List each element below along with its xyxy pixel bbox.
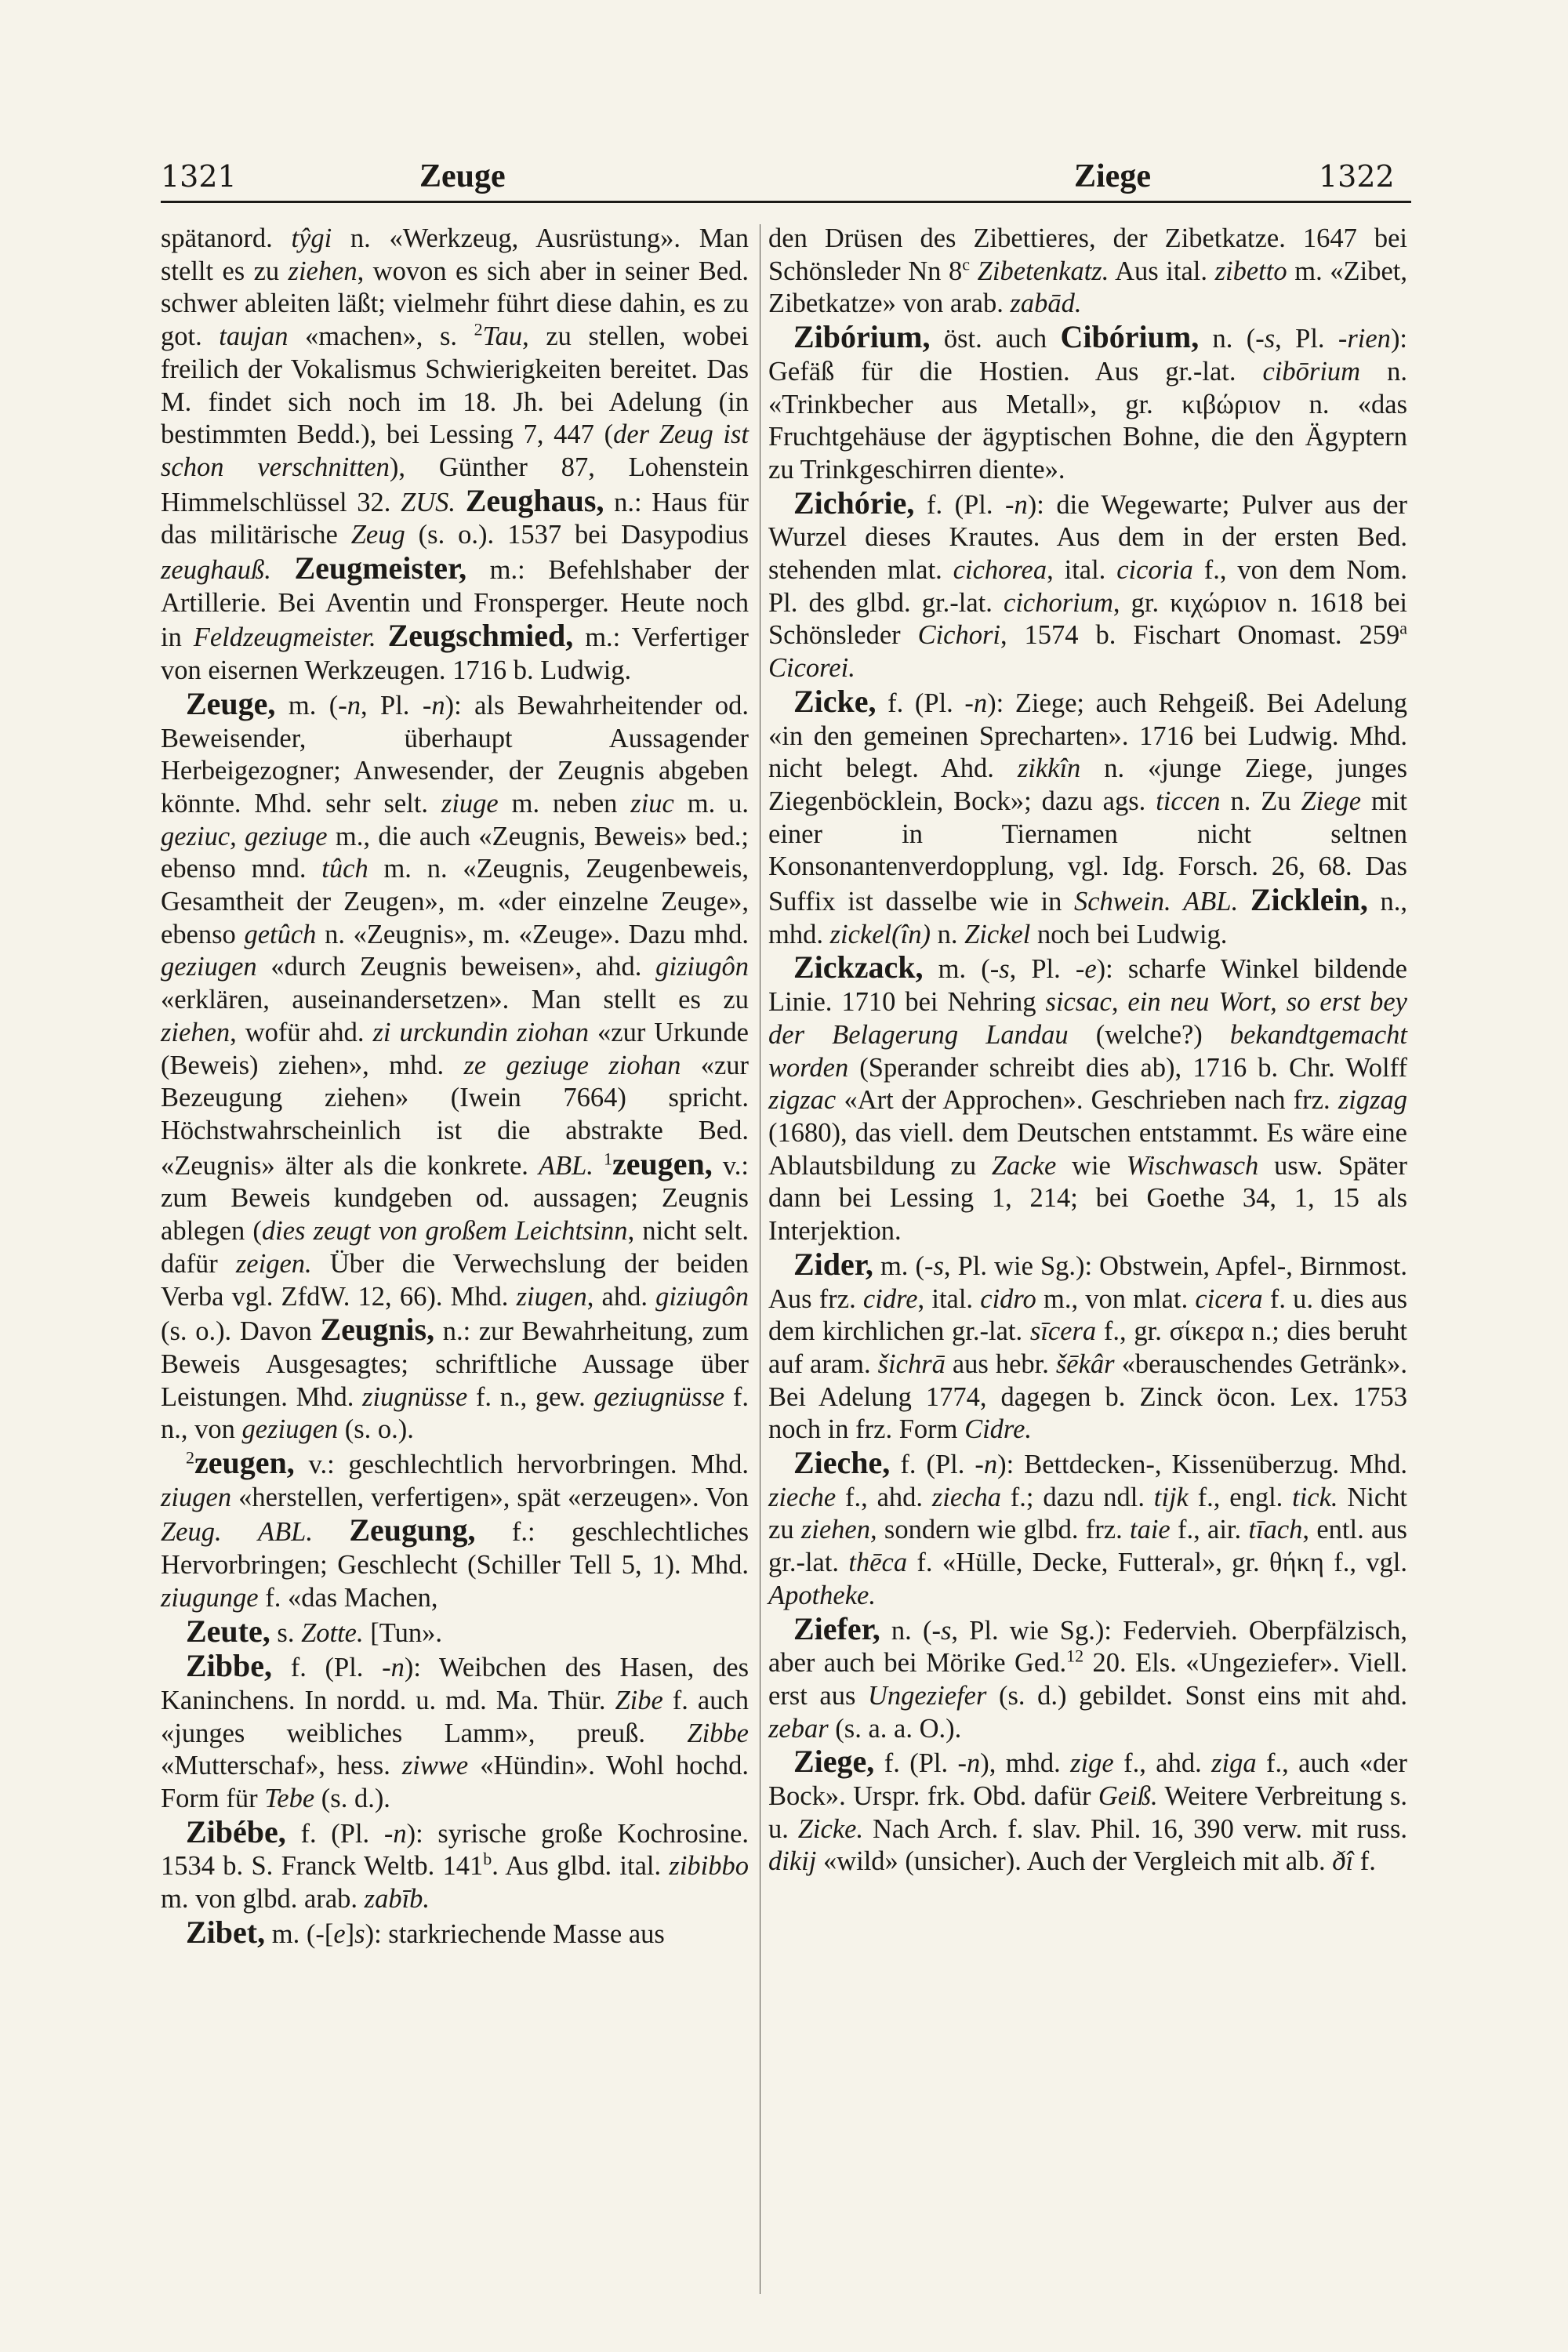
- entry-headword: Zeugnis,: [320, 1312, 435, 1348]
- entry-text: «durch Zeugnis beweisen», ahd.: [256, 952, 656, 982]
- entry-text: , ital.: [917, 1283, 981, 1314]
- italic-term: geziugnüsse: [593, 1381, 725, 1412]
- italic-term: ziugen: [516, 1281, 587, 1312]
- entry-headword: Zieche,: [793, 1445, 891, 1481]
- entry-text: noch bei Ludwig.: [1030, 919, 1228, 949]
- entry-text: n. «Trinkbecher aus Metall», gr. κιβώριον n. «das Fruchtgehäuse der ägyptischen Bohne, die den Ägyptern zu Trinkgeschirren diente».: [768, 356, 1407, 485]
- entry-text: [1171, 887, 1184, 916]
- entry-text: f. (Pl. -: [876, 688, 974, 718]
- entry-text: «Mutterschaf», hess.: [161, 1751, 402, 1781]
- entry-text: spätanord.: [161, 223, 292, 253]
- italic-term: zibetto: [1214, 256, 1287, 286]
- entry-text: [1238, 887, 1250, 916]
- italic-term: Cidre.: [964, 1414, 1033, 1445]
- italic-term: zibibbo: [669, 1851, 749, 1882]
- italic-term: ABL.: [1183, 887, 1239, 917]
- entry-text: n. «Zeugnis», m. «Zeuge». Dazu mhd.: [316, 919, 749, 949]
- entry-headword: Zicke,: [793, 683, 877, 719]
- italic-term: Tau: [482, 321, 523, 352]
- entry-text: ): die Wegewarte; Pulver aus der Wurzel dieses Krautes. Aus dem in der ersten Bed. stehenden mlat.: [768, 489, 1407, 586]
- entry-text: f. u. dies aus dem kirchlichen gr.-lat.: [768, 1283, 1407, 1347]
- left-running-head: Zeuge: [419, 158, 506, 194]
- italic-term: s: [999, 954, 1010, 985]
- dictionary-entry: [161, 1615, 749, 1650]
- entry-text: (s. o.).: [338, 1414, 414, 1445]
- dictionary-entry: [161, 1650, 749, 1816]
- entry-text: , gr. κιχώριον n. 1618 bei Schönsleder: [768, 587, 1408, 651]
- entry-text: m. (-: [275, 690, 347, 720]
- entry-text: öst. auch: [930, 324, 1061, 354]
- entry-text: wie: [1056, 1150, 1127, 1181]
- entry-text: Nicht zu: [768, 1482, 1407, 1545]
- dictionary-entry: [768, 321, 1407, 487]
- entry-text: Nach Arch. f. slav. Phil. 16, 390 verw. mit russ.: [863, 1813, 1408, 1844]
- italic-term: Zickel: [964, 919, 1031, 949]
- italic-term: bekandtgemacht worden: [768, 1019, 1407, 1083]
- italic-term: tick.: [1292, 1482, 1338, 1512]
- entry-text: n.: zur Bewahrheitung, zum Beweis Ausgesagtes; schriftliche Aussage über Leistungen. Mhd.: [161, 1316, 749, 1412]
- entry-headword: Ziefer,: [793, 1610, 880, 1646]
- entry-text: , Pl. -: [360, 690, 432, 720]
- page-header: [161, 157, 1411, 201]
- entry-headword: Zider,: [793, 1246, 873, 1282]
- italic-term: rien: [1347, 324, 1391, 354]
- superscript: b: [483, 1849, 492, 1869]
- italic-term: e: [1084, 954, 1097, 985]
- entry-text: , Pl. -: [1009, 954, 1085, 985]
- entry-text: m.: Verfertiger von eisernen Werkzeugen. 1716 b. Ludwig.: [161, 622, 749, 686]
- italic-term: tŷgi: [291, 223, 332, 253]
- right-column: [768, 223, 1407, 1878]
- italic-term: Apotheke.: [768, 1580, 876, 1610]
- entry-text: , Pl. -: [1275, 324, 1348, 354]
- entry-headword: Zeugmeister,: [294, 550, 467, 586]
- entry-text: f. n., gew.: [467, 1381, 594, 1412]
- entry-text: (1680), das viell. dem Deutschen entstammt. Es wäre eine Ablautsbildung zu: [768, 1117, 1407, 1181]
- italic-term: zigzag: [1338, 1085, 1407, 1116]
- italic-term: cichorea: [953, 555, 1047, 586]
- entry-headword: Zeughaus,: [465, 482, 604, 518]
- entry-text: (s. d.).: [314, 1784, 390, 1814]
- dictionary-entry: [768, 1446, 1407, 1613]
- italic-term: ABL.: [538, 1150, 593, 1181]
- entry-text: ), Günther 87, Lohenstein Himmelschlüssel 32.: [161, 452, 749, 517]
- entry-text: m. neben: [498, 788, 631, 818]
- entry-text: [271, 555, 295, 585]
- entry-text: ): als Bewahrheitender od. Beweisender, überhaupt Aussagender Herbeigezogner; Anwesender, der Zeugnis abgeben könnte. Mhd. sehr selt.: [161, 690, 749, 818]
- entry-text: «Hündin». Wohl hochd. Form für: [161, 1751, 749, 1814]
- dictionary-entry: [768, 487, 1407, 685]
- italic-term: ABL.: [258, 1517, 313, 1548]
- italic-term: Feldzeugmeister.: [193, 622, 376, 653]
- entry-text: f.; dazu ndl.: [1000, 1482, 1154, 1512]
- superscript: 2: [186, 1447, 194, 1468]
- entry-text: m. u.: [673, 788, 749, 818]
- entry-text: (s. a. a. O.).: [828, 1713, 962, 1744]
- entry-text: , Pl. wie Sg.): Obstwein, Apfel-, Birnmost. Aus frz.: [768, 1250, 1407, 1314]
- right-running-head: Ziege: [1074, 158, 1151, 194]
- italic-term: šichrā: [877, 1348, 946, 1379]
- italic-term: ziuge: [441, 788, 499, 818]
- entry-text: f. «das Machen,: [258, 1582, 438, 1613]
- entry-text: , wofür ahd.: [230, 1017, 373, 1047]
- italic-term: cidre: [862, 1283, 918, 1314]
- italic-term: tīach: [1248, 1515, 1303, 1545]
- entry-text: v.: zum Beweis kundgeben od. aussagen; Zeugnis ablegen (: [161, 1150, 749, 1247]
- italic-term: ticcen: [1156, 786, 1221, 816]
- italic-term: cibōrium: [1262, 356, 1361, 387]
- entry-text: , ahd.: [586, 1281, 656, 1312]
- italic-term: Zibetenkatz.: [977, 256, 1109, 286]
- italic-term: Wischwasch: [1126, 1150, 1259, 1181]
- entry-text: ): Ziege; auch Rehgeiß. Bei Adelung «in den gemeinen Sprecharten». 1716 bei Ludwig. Mhd. nicht belegt. Ahd.: [768, 688, 1407, 784]
- entry-text: ): Bettdecken-, Kissenüberzug. Mhd.: [997, 1450, 1407, 1480]
- italic-term: n: [431, 690, 445, 720]
- entry-text: m. (-: [873, 1250, 934, 1281]
- entry-headword: Cibórium,: [1060, 319, 1200, 355]
- entry-text: m.: Befehlshaber der Artillerie. Bei Aventin und Fronsperger. Heute noch in: [161, 555, 749, 653]
- dictionary-entry: [768, 223, 1407, 321]
- entry-text: «wild» (unsicher). Auch der Vergleich mit alb.: [816, 1846, 1333, 1877]
- italic-term: getûch: [244, 919, 317, 949]
- entry-text: f. (Pl. -: [285, 1818, 394, 1849]
- italic-term: n: [983, 1450, 998, 1480]
- entry-text: f. auch «junges weibliches Lamm», preuß.: [161, 1685, 750, 1748]
- entry-text: «Art der Approchen». Geschrieben nach frz.: [836, 1085, 1338, 1116]
- italic-term: ZUS.: [401, 487, 456, 517]
- italic-term: s: [940, 1615, 952, 1646]
- entry-text: [Tun».: [363, 1617, 442, 1648]
- entry-text: f.: [1353, 1846, 1376, 1877]
- entry-text: m. (-: [923, 954, 1000, 985]
- entry-text: f., von dem Nom. Pl. des glbd. gr.-lat.: [768, 555, 1407, 618]
- entry-text: Über die Verwechslung der beiden Verba vgl. ZfdW. 12, 66). Mhd.: [161, 1248, 749, 1312]
- entry-text: «zur Bezeugung ziehen» (Iwein 7664) spricht. Höchstwahrscheinlich ist die abstrakte Bed. «Zeugnis» älter als die konkrete.: [161, 1050, 750, 1181]
- entry-headword: Zeugschmied,: [387, 618, 574, 654]
- entry-text: , ital.: [1047, 555, 1117, 586]
- entry-text: ): Weibchen des Hasen, des Kaninchens. In nordd. u. md. Ma. Thür.: [161, 1653, 749, 1715]
- entry-headword: Zeuge,: [186, 685, 276, 721]
- right-page-number: 1322: [1319, 159, 1395, 194]
- italic-term: Zibbe: [687, 1718, 749, 1748]
- superscript: 2: [474, 319, 483, 339]
- italic-term: taie: [1129, 1515, 1171, 1545]
- dictionary-entry: [768, 951, 1407, 1247]
- entry-headword: Zeugung,: [349, 1512, 476, 1548]
- entry-headword: zeugen,: [612, 1145, 713, 1181]
- entry-text: m., die auch «Zeugnis, Beweis» bed.; ebenso mnd.: [161, 821, 749, 884]
- entry-text: «erklären, auseinandersetzen». Man stellt es zu: [161, 985, 749, 1015]
- italic-term: zeigen.: [235, 1248, 312, 1279]
- entry-text: f., ahd.: [1113, 1748, 1212, 1779]
- entry-text: f.: geschlechtliches Hervorbringen; Geschlecht (Schiller Tell 5, 1). Mhd.: [161, 1517, 750, 1581]
- italic-term: ziecha: [931, 1482, 1001, 1512]
- entry-text: [593, 1151, 604, 1181]
- entry-text: f., ahd.: [836, 1482, 932, 1512]
- italic-term: zieche: [768, 1482, 837, 1512]
- entry-text: m. n. «Zeugnis, Zeugenbeweis, Gesamtheit der Zeugen», m. «der einzelne Zeuge», ebenso: [161, 854, 749, 949]
- entry-text: f. n., von: [161, 1381, 749, 1445]
- italic-term: ziga: [1211, 1748, 1257, 1779]
- italic-term: s: [933, 1250, 944, 1281]
- entry-text: f. (Pl. -: [874, 1748, 967, 1779]
- entry-text: 20. Els. «Ungeziefer». Viell. erst aus: [768, 1648, 1407, 1711]
- italic-term: zeughauß.: [161, 555, 271, 586]
- entry-text: (welche?): [1068, 1019, 1230, 1050]
- italic-term: s: [1264, 324, 1276, 354]
- header-rule: [161, 201, 1411, 203]
- entry-text: (Sperander schreibt dies ab), 1716 b. Chr. Wolff: [848, 1052, 1407, 1083]
- italic-term: giziugôn: [655, 952, 749, 982]
- italic-term: cicera: [1195, 1283, 1263, 1314]
- entry-text: «berauschendes Getränk». Bei Adelung 1774, dagegen b. Zinck öcon. Lex. 1753 noch in frz. Form: [768, 1348, 1407, 1445]
- italic-term: ðî: [1332, 1846, 1354, 1877]
- italic-term: thēca: [848, 1548, 908, 1578]
- entry-text: s.: [270, 1617, 302, 1648]
- dictionary-entry: [161, 1916, 749, 1951]
- italic-term: geziugen: [241, 1414, 339, 1445]
- entry-text: n.: Haus für das militärische: [161, 487, 750, 550]
- italic-term: dikij: [768, 1846, 817, 1877]
- entry-text: [313, 1517, 349, 1547]
- entry-text: ): Gefäß für die Hostien. Aus gr.-lat.: [768, 324, 1408, 387]
- entry-text: [222, 1517, 258, 1547]
- italic-term: Zacke: [991, 1150, 1057, 1181]
- dictionary-entry: [161, 1813, 749, 1916]
- entry-text: «zur Urkunde (Beweis) ziehen», mhd.: [161, 1017, 749, 1080]
- italic-term: zebar: [768, 1713, 829, 1744]
- italic-term: zi urckundin ziohan: [372, 1017, 590, 1047]
- entry-text: f., engl.: [1188, 1482, 1293, 1512]
- entry-text: v.: geschlechtlich hervorbringen. Mhd.: [294, 1450, 749, 1480]
- italic-term: sīcera: [1029, 1316, 1097, 1347]
- italic-term: zickel(în): [829, 919, 931, 949]
- entry-text: [376, 622, 388, 652]
- italic-term: n: [1014, 489, 1028, 520]
- italic-term: ziwwe: [401, 1751, 469, 1781]
- entry-text: n. Zu: [1220, 786, 1301, 816]
- entry-text: f., auch «der Bock». Urspr. frk. Obd. dafür: [768, 1748, 1408, 1812]
- superscript: 12: [1066, 1646, 1084, 1666]
- entry-text: [456, 488, 466, 517]
- dictionary-entry: [161, 685, 750, 1446]
- entry-text: (s. o.). Davon: [161, 1316, 321, 1347]
- italic-term: ziugunge: [161, 1582, 259, 1613]
- superscript: a: [1399, 618, 1407, 638]
- entry-text: n. «Werkzeug, Ausrüstung». Man stellt es zu: [161, 223, 749, 286]
- italic-term: tûch: [321, 854, 368, 884]
- entry-text: f. «Hülle, Decke, Futteral», gr. θήκη f., vgl.: [907, 1548, 1408, 1578]
- entry-headword: Zibébe,: [186, 1813, 286, 1849]
- dictionary-entry: [161, 1446, 749, 1615]
- entry-headword: Zicklein,: [1250, 882, 1368, 918]
- italic-term: n: [967, 1748, 981, 1779]
- entry-headword: Zickzack,: [793, 949, 924, 985]
- italic-term: Cichori: [917, 620, 1000, 651]
- italic-term: Zeug.: [161, 1517, 222, 1548]
- entry-text: Weitere Verbreitung s. u.: [768, 1781, 1407, 1844]
- italic-term: geziugen: [161, 952, 257, 982]
- italic-term: ziehen: [288, 256, 358, 286]
- italic-term: Zeug: [350, 520, 405, 550]
- italic-term: zabīb.: [364, 1884, 430, 1915]
- superscript: 1: [603, 1149, 612, 1169]
- entry-text: f. (Pl. -: [914, 489, 1014, 520]
- italic-term: Ungeziefer: [868, 1680, 987, 1711]
- italic-term: Schwein.: [1073, 887, 1171, 917]
- entry-text: m. «Zibet, Zibetkatze» von arab.: [768, 256, 1407, 319]
- entry-text: m. (-[: [265, 1918, 334, 1949]
- italic-term: cicoria: [1116, 555, 1193, 586]
- entry-text: den Drüsen des Zibettieres, der Zibetkatze. 1647 bei Schönsleder Nn 8: [768, 223, 1407, 286]
- italic-term: geziuc, geziuge: [161, 821, 328, 851]
- italic-term: sicsac, ein neu Wort, so erst bey der Belagerung Landau: [768, 987, 1407, 1050]
- italic-term: Zibe: [615, 1685, 663, 1715]
- italic-term: ziehen,: [800, 1515, 877, 1545]
- italic-term: n: [390, 1653, 405, 1683]
- entry-text: f., gr. σίκερα n.; dies beruht auf aram.: [768, 1316, 1407, 1379]
- dictionary-entry: [768, 1610, 1407, 1746]
- italic-term: tijk: [1153, 1482, 1189, 1512]
- italic-term: ziugen: [161, 1482, 232, 1512]
- entry-text: «herstellen, verfertigen», spät «erzeugen». Von: [231, 1482, 749, 1512]
- entry-text: «machen», s.: [288, 321, 474, 352]
- italic-term: cidro: [980, 1283, 1036, 1314]
- entry-headword: Zibórium,: [793, 319, 931, 355]
- entry-text: n. (-: [880, 1615, 941, 1646]
- left-column: [161, 223, 749, 1951]
- italic-term: Cicorei.: [768, 653, 855, 684]
- italic-term: zigzac: [768, 1085, 837, 1116]
- italic-term: der Zeug ist schon verschnitten: [161, 419, 749, 482]
- entry-text: (s. d.) gebildet. Sonst eins mit ahd.: [986, 1680, 1407, 1711]
- entry-headword: Zibet,: [186, 1914, 266, 1950]
- entry-text: , Pl. wie Sg.): Federvieh. Oberpfälzisch, aber auch bei Mörike Ged.: [768, 1615, 1407, 1679]
- italic-term: n: [347, 690, 361, 720]
- entry-text: f. (Pl. -: [272, 1653, 391, 1683]
- entry-text: ): starkriechende Masse aus: [365, 1918, 665, 1949]
- italic-term: ziugnüsse: [362, 1381, 468, 1412]
- italic-term: giziugôn: [655, 1281, 749, 1312]
- entry-text: , nicht selt. dafür: [161, 1216, 749, 1279]
- entry-text: m., von mlat.: [1036, 1283, 1196, 1314]
- entry-text: n. «junge Ziege, junges Ziegenböcklein, Bock»; dazu ags.: [768, 753, 1407, 816]
- entry-text: [970, 256, 978, 286]
- entry-text: , entl. aus gr.-lat.: [768, 1515, 1407, 1578]
- entry-text: , zu stellen, wobei freilich der Vokalismus Schwierigkeiten bereitet. Das M. findet sich noch im 18. Jh. bei Adelung (in bestimmten Bedd.), bei Lessing 7, 447 (: [161, 321, 749, 450]
- italic-term: taujan: [219, 321, 289, 352]
- entry-text: n.: [930, 919, 965, 949]
- italic-term: dies zeugt von großem Leichtsinn: [261, 1216, 628, 1247]
- dictionary-entry: [768, 1248, 1407, 1446]
- italic-term: Zotte.: [301, 1617, 364, 1648]
- superscript: c: [962, 254, 971, 274]
- entry-headword: Zibbe,: [186, 1648, 273, 1684]
- italic-term: Ziege: [1301, 786, 1362, 816]
- entry-text: f. (Pl. -: [890, 1450, 984, 1480]
- entry-text: ): syrische große Kochrosine. 1534 b. S. Franck Weltb. 141: [161, 1818, 749, 1882]
- italic-term: zabād.: [1010, 289, 1082, 319]
- entry-headword: Zichórie,: [793, 485, 915, 521]
- entry-text: ): scharfe Winkel bildende Linie. 1710 bei Nehring: [768, 954, 1407, 1018]
- italic-term: ziuc: [630, 788, 674, 818]
- italic-term: cichorium: [1004, 587, 1113, 618]
- entry-text: n., mhd.: [768, 887, 1408, 949]
- italic-term: n: [973, 688, 988, 718]
- entry-text: mit einer in Tiernamen nicht seltnen Konsonantenverdopplung, vgl. Idg. Forsch. 26, 68. Das Suffix ist dasselbe wie in: [768, 786, 1407, 917]
- entry-text: usw. Später dann bei Lessing 1, 214; bei Goethe 34, 1, 15 als Interjektion.: [768, 1150, 1407, 1247]
- entry-text: ), mhd.: [980, 1748, 1071, 1779]
- left-page-number: 1321: [161, 159, 237, 194]
- entry-text: (s. o.). 1537 bei Dasypodius: [405, 520, 750, 550]
- italic-term: ze geziuge ziohan: [463, 1050, 681, 1080]
- italic-term: Geiß.: [1098, 1781, 1158, 1812]
- entry-text: aus hebr.: [945, 1348, 1056, 1379]
- italic-term: s: [354, 1918, 365, 1949]
- italic-term: zikkîn: [1017, 753, 1081, 784]
- italic-term: n: [393, 1818, 407, 1849]
- entry-headword: Ziege,: [793, 1744, 875, 1780]
- italic-term: Tebe: [264, 1784, 315, 1814]
- entry-text: sondern wie glbd. frz.: [877, 1515, 1130, 1545]
- dictionary-entry: [768, 685, 1407, 952]
- dictionary-entry: [161, 223, 749, 688]
- entry-text: n. (-: [1199, 324, 1265, 354]
- italic-term: ziehen: [161, 1017, 230, 1047]
- italic-term: zige: [1070, 1748, 1114, 1779]
- entry-headword: Zeute,: [186, 1613, 270, 1649]
- italic-term: šēkâr: [1055, 1348, 1115, 1379]
- italic-term: e: [333, 1918, 346, 1949]
- dictionary-entry: [768, 1745, 1407, 1878]
- entry-text: , 1574 b. Fischart Onomast. 259: [1000, 620, 1400, 651]
- entry-text: f., air.: [1170, 1515, 1249, 1545]
- entry-text: . Aus glbd. ital.: [492, 1851, 670, 1882]
- entry-text: Aus ital.: [1109, 256, 1215, 286]
- entry-text: m. von glbd. arab.: [161, 1884, 365, 1915]
- italic-term: Zicke.: [797, 1813, 864, 1844]
- entry-text: ]: [345, 1918, 355, 1949]
- entry-text: , wovon es sich aber in seiner Bed. schwer ableiten läßt; vielmehr führt diese dahin, es zu got.: [161, 256, 749, 352]
- entry-headword: zeugen,: [194, 1445, 295, 1481]
